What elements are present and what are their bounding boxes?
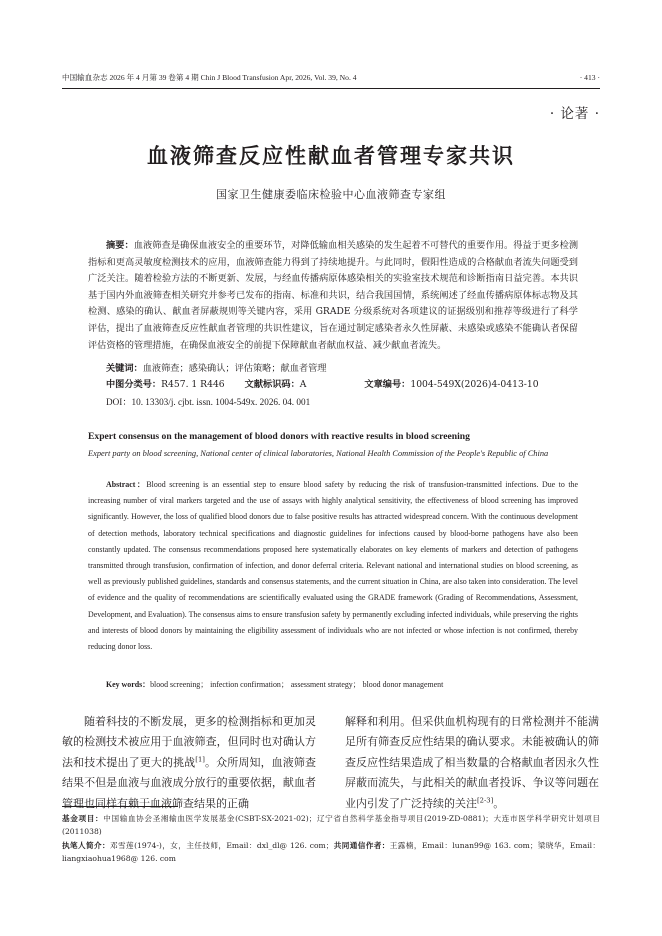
page-number: · 413 · xyxy=(579,73,600,82)
article-title-cn: 血液筛查反应性献血者管理专家共识 xyxy=(147,143,515,168)
funding-note xyxy=(62,812,600,839)
body-right-text: 解释和利用。但采供血机构现有的日常检测并不能满足所有筛查反应性结果的确认要求。未能被确认的筛查反应性结果造成了相当数量的合格献血者因永久性屏蔽而流失，与此相关的献血者投诉、争议等问题在业内引发了广泛持续的关注 xyxy=(345,715,599,810)
corresponding-text: 王露楠，Email：lunan99@ 163. com；梁晓华，Email：liangxiaohua1968@ 126. com xyxy=(62,840,601,864)
doc-code-value: A xyxy=(299,379,307,390)
doi-line: DOI：10. 13303/j. cjbt. issn. 1004-549x. 2026. 04. 001 xyxy=(106,397,311,407)
funding-text: 中国输血协会圣湘输血医学发展基金(CSBT-SX-2021-02)；辽宁省自然科学基金指导项目(2019-ZD-0881)；大连市医学科学研究计划项目(2011038) xyxy=(62,814,601,837)
abstract-cn-text: 血液筛查是确保血液安全的重要环节，对降低输血相关感染的发生起着不可替代的重要作用。得益于更多检测指标和更高灵敏度检测技术的应用，血液筛查能力得到了持续地提升。与此同时，假阳性造成的合格献血者流失问题受到广泛关注。随着检验方法的不断更新、发展，与经血传播病原体感染相关的实验室技术规范和诊断指南日益完善。本共识基于国内外血液筛查相关研究并参考已发布的指南、标准和共识，结合我国国情，系统阐述了经血传播病原体标志物及其检测、感染的确认、献血者屏蔽规则等关键内容，采用 GRADE 分级系统对各项建议的证据级别和推荐等级进行了科学评估，提出了血液筛查反应性献血者管理的共识性建议，旨在通过制定感染者永久性屏蔽、未感染或感染不能确认者保留评估资格的管理措施，在确保血液安全的前提下保障献血者献血权益、减少献血者流失。 xyxy=(88,240,579,351)
article-no-label: 文章编号： xyxy=(364,379,411,390)
clc-value: R457. 1 R446 xyxy=(161,379,225,390)
classification-line xyxy=(106,378,539,392)
body-left-text-cont: 。众所周知，血液筛查结果不但是血液与血液成分放行的重要依据，献血者管理也同样有赖于血液筛查结果的正确 xyxy=(62,755,317,810)
author-note-label: 执笔人简介： xyxy=(62,840,111,850)
clc-label: 中图分类号： xyxy=(106,379,162,390)
keywords-cn-text: 血液筛查；感染确认；评估策略；献血者管理 xyxy=(142,363,327,374)
keywords-en-label: Key words： xyxy=(106,680,151,689)
abstract-en-label: Abstract： xyxy=(106,480,147,489)
doc-code-label: 文献标识码： xyxy=(244,379,300,390)
article-no-value: 1004-549X(2026)4-0413-10 xyxy=(410,379,539,390)
keywords-en xyxy=(106,678,443,692)
author-note xyxy=(62,839,600,866)
author-group-cn: 国家卫生健康委临床检验中心血液筛查专家组 xyxy=(216,188,446,201)
journal-citation-line: 中国输血杂志 2026 年 4 月第 39 卷第 4 期 Chin J Blood Transfusion Apr, 2026, Vol. 39, No. 4 xyxy=(62,73,357,82)
article-title-en: Expert consensus on the management of blood donors with reactive results in blood screening xyxy=(88,431,470,442)
keywords-cn-label: 关键词： xyxy=(106,363,143,374)
author-note-text: 邓雪莲(1974-)，女，主任技师，Email：dxl_dl@ 126. com； xyxy=(110,840,334,850)
citation-ref[interactable]: [1] xyxy=(195,755,205,764)
keywords-cn xyxy=(106,362,327,376)
abstract-cn-label: 摘要： xyxy=(106,240,134,251)
abstract-en-text: Blood screening is an essential step to ensure blood safety by reducing the risk of transfusion-transmitted infections. Due to the increasing number of viral markers targeted and the use of assays with highly analytical sensitivity, the effectiveness of blood screening has improved significantly. However, the loss of qualified blood donors due to false positive results has attracted widespread concern. With the continuous development of detection methods, laboratory technical specifications and diagnostic guidelines for infections caused by blood-borne pathogens have also been constantly updated. The consensus recommendations proposed here systematically elaborates on key elements of markers and detection of pathogens transmitted through transfusion, confirmation of infection, and donor deferral criteria. Relevant national and international studies on blood screening, as well as previously published guidelines, standards and consensus statements, and the current situation in China, are also taken into consideration. The level of evidence and the quality of recommendations are scientifically evaluated using the GRADE framework (Grading of Recommendations, Assessment, Development, and Evaluation). The consensus aims to ensure transfusion safety by permanently excluding infected individuals, while preserving the rights and interests of blood donors by maintaining the eligibility assessment of individuals who are not infected or whose infection is not confirmed, thereby reducing donor loss. xyxy=(88,480,578,652)
corresponding-label: 共同通信作者： xyxy=(333,840,390,850)
body-left-text: 随着科技的不断发展，更多的检测指标和更加灵敏的检测技术被应用于血液筛查，但同时也对确认方法和技术提出了更大的挑战 xyxy=(62,715,316,769)
column-label: · 论著 · xyxy=(549,106,600,122)
body-text-right-column xyxy=(345,712,599,814)
body-text-left-column xyxy=(62,712,316,814)
running-header xyxy=(62,71,600,85)
keywords-en-text: blood screening； infection confirmation； assessment strategy； blood donor management xyxy=(150,680,444,689)
funding-label: 基金项目： xyxy=(62,814,104,823)
header-rule xyxy=(62,88,600,89)
citation-ref[interactable]: [2-3] xyxy=(477,795,494,804)
author-group-en: Expert party on blood screening, National center of clinical laboratories, National Health Commission of the People's Republic of China xyxy=(88,449,549,458)
abstract-en xyxy=(88,477,578,655)
footnote-rule xyxy=(62,806,178,807)
footnotes xyxy=(62,812,600,866)
body-right-end: 。 xyxy=(493,796,505,810)
abstract-cn xyxy=(88,238,578,354)
